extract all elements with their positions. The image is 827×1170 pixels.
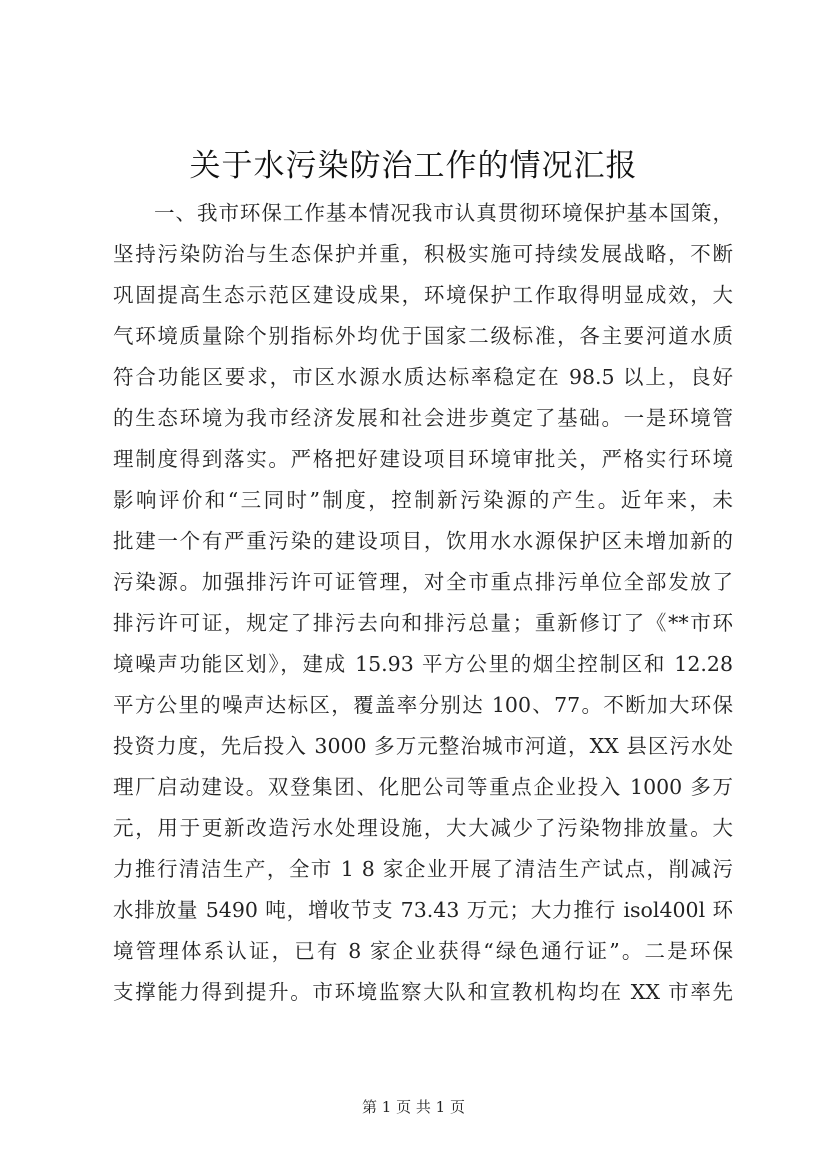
body-line: 元，用于更新改造污水处理设施，大大减少了污染物排放量。大 — [113, 816, 733, 840]
body-line: 符合功能区要求，市区水源水质达标率稳定在 98.5 以上，良好 — [113, 365, 733, 389]
body-line: 排污许可证，规定了排污去向和排污总量；重新修订了《**市环 — [113, 611, 733, 635]
body-line: 批建一个有严重污染的建设项目，饮用水水源保护区未增加新的 — [113, 529, 733, 553]
body-line: 巩固提高生态示范区建设成果，环境保护工作取得明显成效，大 — [113, 283, 733, 307]
document-body — [113, 193, 733, 1013]
body-line: 理制度得到落实。严格把好建设项目环境审批关，严格实行环境 — [113, 447, 733, 471]
document-title: 关于水污染防治工作的情况汇报 — [189, 148, 638, 184]
body-line: 水排放量 5490 吨，增收节支 73.43 万元；大力推行 isol400l 环 — [113, 898, 733, 922]
page-footer: 第 1 页 共 1 页 — [362, 1098, 465, 1116]
body-line: 坚持污染防治与生态保护并重，积极实施可持续发展战略，不断 — [113, 242, 733, 266]
body-line: 理厂启动建设。双登集团、化肥公司等重点企业投入 1000 多万 — [113, 775, 733, 799]
body-line: 力推行清洁生产，全市 1 8 家企业开展了清洁生产试点，削减污 — [113, 857, 733, 881]
body-line: 污染源。加强排污许可证管理，对全市重点排污单位全部发放了 — [113, 570, 733, 594]
body-line: 的生态环境为我市经济发展和社会进步奠定了基础。一是环境管 — [113, 406, 733, 430]
body-line: 一、我市环保工作基本情况我市认真贯彻环境保护基本国策， — [154, 201, 733, 225]
body-line: 支撑能力得到提升。市环境监察大队和宣教机构均在 XX 市率先 — [113, 980, 733, 1004]
body-line: 影响评价和“三同时”制度，控制新污染源的产生。近年来，未 — [113, 488, 733, 512]
body-line: 境噪声功能区划》，建成 15.93 平方公里的烟尘控制区和 12.28 — [113, 652, 733, 676]
body-line: 气环境质量除个别指标外均优于国家二级标准，各主要河道水质 — [113, 324, 733, 348]
body-line: 平方公里的噪声达标区，覆盖率分别达 100、77。不断加大环保 — [113, 693, 733, 717]
body-line: 投资力度，先后投入 3000 多万元整治城市河道，XX 县区污水处 — [113, 734, 733, 758]
body-line: 境管理体系认证，已有 8 家企业获得“绿色通行证”。二是环保 — [113, 939, 733, 963]
